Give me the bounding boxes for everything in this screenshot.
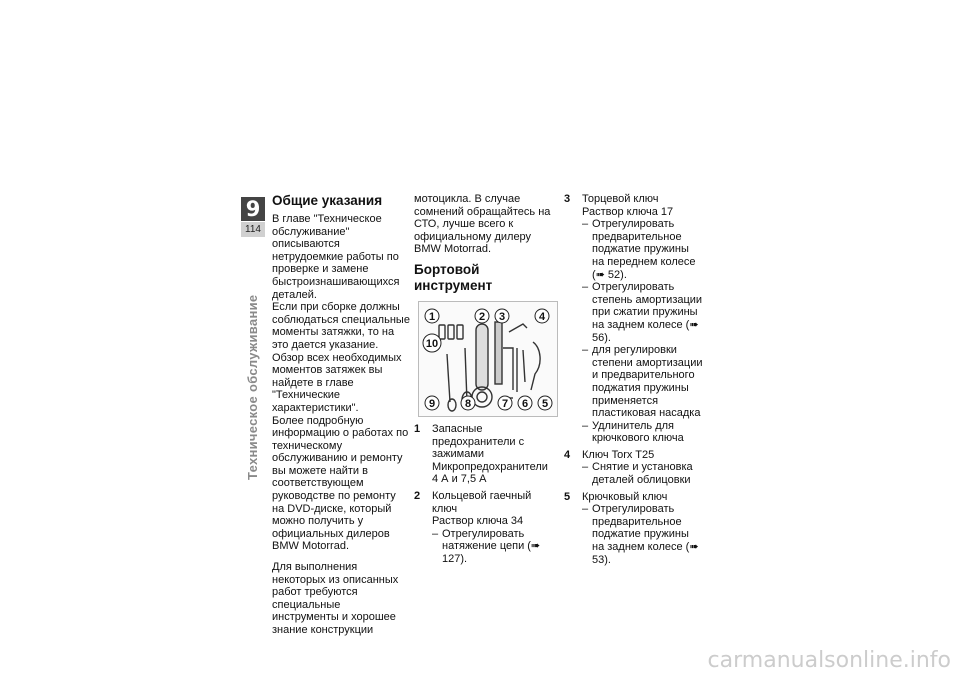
item-subtext: Отрегулировать предварительное поджатие пружины на заднем колесе (➠ 53).: [592, 503, 699, 566]
list-item: 5 Крючковый ключ – Отрегулировать предварительное поджатие пружины на заднем колесе (➠ 53).: [564, 491, 704, 567]
item-number: 3: [564, 193, 571, 205]
paragraph: Более подробную информацию о работах по техническому обслуживанию и ремонту вы можете найти в соответствующем руководстве по ремонту на DVD-диске, который можно получить у официальных дилеров BMW Motorrad.: [272, 414, 409, 553]
item-text: Крючковый ключ: [582, 490, 668, 503]
column-3: [564, 193, 704, 566]
item-subtext: Удлинитель для крючкового ключа: [592, 419, 684, 445]
item-number: 5: [564, 490, 571, 503]
toolkit-illustration: [419, 302, 557, 416]
item-subtext: Отрегулировать предварительное поджатие пружины на переднем колесе (➠ 52).: [592, 218, 696, 281]
column-2: [414, 193, 554, 566]
section-title-toolkit: Бортовой инструмент: [414, 261, 493, 293]
list-item: 3 Торцевой ключ Раствор ключа 17 – Отрегулировать предварительное поджатие пружины на переднем колесе (➠ 52). – Отрегулировать степень амортизации при сжатии пружины на заднем колесе (➠ 56). – для регулировки степени амортизации и предварительного поджатия пружины применяется пластиковая насадка – Удлинитель для крючкового ключа: [564, 193, 703, 445]
item-number: 2: [414, 489, 421, 502]
figure-label: 9: [428, 397, 436, 410]
chapter-number: 9: [241, 197, 265, 221]
item-subtext: Отрегулировать степень амортизации при сжатии пружины на заднем колесе (➠ 56).: [592, 281, 703, 344]
figure-label: 8: [464, 397, 472, 410]
section-title-general: Общие указания: [272, 193, 383, 208]
figure-label: 1: [428, 310, 436, 323]
figure-label: 6: [521, 397, 529, 410]
toolkit-figure: [418, 301, 558, 417]
paragraph: Если при сборке должны соблюдаться специальные моменты затяжки, то на это дается указание. Обзор всех необходимых моментов затяжек вы найдете в главе "Технические характеристики".: [272, 301, 410, 414]
column-1: [272, 193, 410, 637]
item-text: Раствор ключа 17: [582, 205, 674, 218]
list-item: [414, 423, 554, 486]
item-text: Ключ Torx T25: [582, 448, 655, 461]
paragraph: мотоцикла. В случае сомнений обращайтесь на СТО, лучше всего к официальному дилеру BMW Motorrad.: [414, 193, 551, 256]
list-item: 4 Ключ Torx T25 – Снятие и установка деталей облицовки: [564, 449, 704, 487]
figure-label: 5: [541, 397, 549, 410]
item-text: Микропредохранители 4 А и 7,5 А: [432, 460, 548, 486]
item-text: Запасные предохранители с зажимами: [432, 422, 525, 461]
figure-label: 3: [498, 310, 506, 323]
item-subtext: Отрегулировать натяжение цепи (➠ 127).: [442, 527, 541, 565]
item-number: 4: [564, 448, 571, 461]
figure-label: 4: [538, 310, 546, 323]
figure-label: 7: [501, 397, 509, 410]
list-item: 2 Кольцевой гаечный ключ Раствор ключа 34 – Отрегулировать натяжение цепи (➠ 127).: [414, 490, 554, 566]
paragraph: Для выполнения некоторых из описанных работ требуются специальные инструменты и хорошее знание конструкции: [272, 561, 399, 636]
paragraph: В главе "Техническое обслуживание" описываются нетрудоемкие работы по проверке и замене быстроизнашивающихся деталей.: [272, 213, 400, 301]
item-text: Кольцевой гаечный ключ: [432, 489, 532, 515]
watermark: carmanualsonline.info: [707, 648, 951, 673]
item-text: Торцевой ключ: [582, 193, 659, 205]
item-subtext: Снятие и установка деталей облицовки: [592, 461, 693, 487]
item-number: 1: [414, 422, 421, 435]
figure-label: 10: [425, 337, 439, 350]
page-number: 114: [241, 222, 265, 237]
item-subtext: для регулировки степени амортизации и предварительного поджатия пружины применяется пластиковая насадка: [592, 344, 703, 420]
chapter-side-title: Техническое обслуживание: [245, 294, 260, 480]
figure-label: 2: [478, 310, 486, 323]
item-text: Раствор ключа 34: [432, 515, 524, 528]
